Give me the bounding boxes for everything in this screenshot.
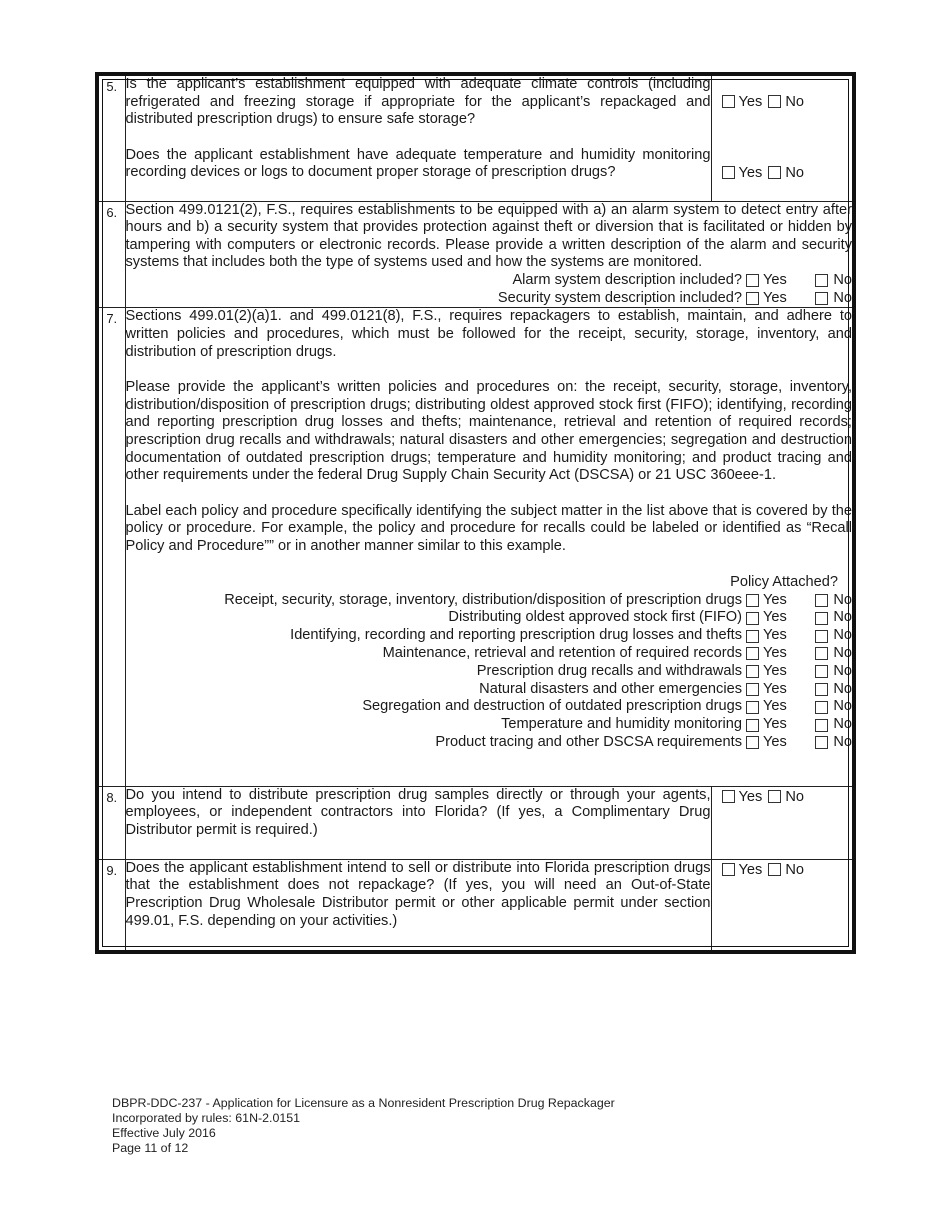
question-7-para2: Please provide the applicant’s written policies and procedures on: the receipt, security, storage, inventory, distribution/disposition of prescription drugs; distributing oldest approved stock first (FIFO); identifying, recording and reporting prescription drug losses and thefts; maintenance, retrieval and retention of required records; prescription drug recalls and withdrawals; natural disasters and other emergencies; segregation and destruction documentation of outdated prescription drugs; temperature and humidity monitoring; and product tracing and other requirements under the federal Drug Supply Chain Security Act (DSCSA) or 21 USC 360eee-1. xyxy=(125,379,852,484)
yes-checkbox[interactable] xyxy=(746,665,759,678)
no-checkbox[interactable] xyxy=(815,719,828,732)
policy-row xyxy=(126,734,853,752)
question-6-row xyxy=(97,201,854,308)
yes-label: Yes xyxy=(763,609,787,626)
policy-row xyxy=(126,645,853,663)
yes-label: Yes xyxy=(763,271,787,288)
question-8-row xyxy=(97,786,854,859)
page-footer xyxy=(112,1096,615,1156)
no-label: No xyxy=(833,698,852,715)
question-number: 9. xyxy=(97,859,125,952)
question-text xyxy=(125,74,711,201)
yes-checkbox[interactable] xyxy=(746,292,759,305)
policy-label: Product tracing and other DSCSA requirements xyxy=(435,734,742,751)
yes-label: Yes xyxy=(763,627,787,644)
question-5-part1-answer xyxy=(712,76,853,112)
no-label: No xyxy=(833,289,852,306)
policy-label: Receipt, security, storage, inventory, distribution/disposition of prescription drugs xyxy=(224,591,742,608)
rules-reference: Incorporated by rules: 61N-2.0151 xyxy=(112,1111,301,1125)
no-label: No xyxy=(833,662,852,679)
question-text xyxy=(125,859,711,952)
question-8-answer xyxy=(712,787,853,807)
yes-checkbox[interactable] xyxy=(746,736,759,749)
question-5-part2: Does the applicant establishment have adequate temperature and humidity monitoring recording devices or logs to document proper storage of prescription drugs? xyxy=(125,146,711,181)
no-label: No xyxy=(785,788,805,805)
yes-checkbox[interactable] xyxy=(746,701,759,714)
answer-cell xyxy=(711,786,854,859)
yes-label: Yes xyxy=(763,680,787,697)
yes-checkbox[interactable] xyxy=(746,683,759,696)
question-7-para1: Sections 499.01(2)(a)1. and 499.0121(8), F.S., requires repackagers to establish, maintain, and adhere to written policies and procedures, which must be followed for the receipt, security, storage, inventory, and distribution of prescription drugs. xyxy=(125,308,852,360)
policy-label: Prescription drug recalls and withdrawals xyxy=(476,662,742,679)
yes-checkbox[interactable] xyxy=(746,647,759,660)
question-8-text: Do you intend to distribute prescription drug samples directly or through your agents, employees, or independent contractors into Florida? (If yes, a Complimentary Drug Distributor permit is required.) xyxy=(125,786,711,838)
no-checkbox[interactable] xyxy=(815,647,828,660)
no-checkbox[interactable] xyxy=(815,274,828,287)
yes-checkbox[interactable] xyxy=(722,790,735,803)
yes-label: Yes xyxy=(763,716,787,733)
no-label: No xyxy=(833,591,852,608)
yes-checkbox[interactable] xyxy=(746,630,759,643)
page-number: Page 11 of 12 xyxy=(112,1141,189,1155)
question-9-row xyxy=(97,859,854,952)
question-text xyxy=(125,786,711,859)
question-7-para3: Label each policy and procedure specifically identifying the subject matter in the list above that is covered by the policy or procedure. For example, the policy and procedure for recalls could be labeled or identified as “Recall Policy and Procedure”” or in another manner similar to this example. xyxy=(125,502,852,554)
no-checkbox[interactable] xyxy=(815,683,828,696)
policy-label: Natural disasters and other emergencies xyxy=(479,680,742,697)
yes-checkbox[interactable] xyxy=(746,274,759,287)
question-5-row xyxy=(97,74,854,201)
no-label: No xyxy=(785,94,805,110)
policy-row xyxy=(126,592,853,610)
question-5-part1: Is the applicant’s establishment equipped with adequate climate controls (including refrigerated and freezing storage if appropriate for the applicant’s repackaged and distributed prescription drugs) to ensure safe storage? xyxy=(125,76,711,128)
yes-label: Yes xyxy=(763,734,787,751)
yes-label: Yes xyxy=(763,645,787,662)
no-label: No xyxy=(833,645,852,662)
yes-checkbox[interactable] xyxy=(746,719,759,732)
yes-checkbox[interactable] xyxy=(722,863,735,876)
yes-checkbox[interactable] xyxy=(722,166,735,179)
yes-label: Yes xyxy=(763,289,787,306)
yes-checkbox[interactable] xyxy=(746,612,759,625)
question-number: 7. xyxy=(97,308,125,786)
application-form-table xyxy=(95,72,856,954)
policy-row xyxy=(126,681,853,699)
no-label: No xyxy=(833,271,852,288)
question-number: 5. xyxy=(97,74,125,201)
yes-label: Yes xyxy=(738,788,763,805)
policy-attached-header: Policy Attached? xyxy=(730,573,838,590)
no-checkbox[interactable] xyxy=(815,701,828,714)
no-checkbox[interactable] xyxy=(768,863,781,876)
answer-cell xyxy=(711,859,854,952)
yes-label: Yes xyxy=(763,591,787,608)
question-number: 6. xyxy=(97,201,125,308)
form-title: DBPR-DDC-237 - Application for Licensure as a Nonresident Prescription Drug Repackager xyxy=(112,1096,615,1110)
policy-label: Temperature and humidity monitoring xyxy=(501,716,742,733)
check-label: Security system description included? xyxy=(497,289,742,306)
policy-label: Distributing oldest approved stock first (FIFO) xyxy=(448,609,742,626)
question-number: 8. xyxy=(97,786,125,859)
no-checkbox[interactable] xyxy=(815,292,828,305)
policy-list xyxy=(126,592,853,752)
no-checkbox[interactable] xyxy=(815,594,828,607)
yes-label: Yes xyxy=(738,94,763,110)
yes-checkbox[interactable] xyxy=(722,95,735,108)
policy-row xyxy=(126,663,853,681)
yes-label: Yes xyxy=(738,164,763,181)
no-label: No xyxy=(785,164,805,181)
policy-row xyxy=(126,698,853,716)
yes-checkbox[interactable] xyxy=(746,594,759,607)
no-label: No xyxy=(833,680,852,697)
policy-row xyxy=(126,609,853,627)
no-label: No xyxy=(833,716,852,733)
question-7-row xyxy=(97,308,854,786)
question-text xyxy=(125,308,854,786)
question-6-text: Section 499.0121(2), F.S., requires establishments to be equipped with a) an alarm system to detect entry after hours and b) a security system that provides protection against theft or diversion that is facilitated or hidden by tampering with computers or electronic records. Please provide a written description of the alarm and security systems that includes both the type of systems used and how the systems are monitored. xyxy=(125,201,852,271)
no-label: No xyxy=(833,734,852,751)
effective-date: Effective July 2016 xyxy=(112,1126,216,1140)
no-checkbox[interactable] xyxy=(815,736,828,749)
answer-cell xyxy=(711,74,854,201)
question-5-part2-answer xyxy=(712,112,853,183)
check-label: Alarm system description included? xyxy=(512,271,742,288)
no-checkbox[interactable] xyxy=(768,95,781,108)
yes-label: Yes xyxy=(763,662,787,679)
yes-label: Yes xyxy=(763,698,787,715)
check-row xyxy=(126,272,853,290)
question-9-text: Does the applicant establishment intend to sell or distribute into Florida prescription drugs that the establishment does not repackage? (If yes, you will need an Out-of-State Prescription Drug Wholesale Distributor permit or other applicable permit under section 499.01, F.S. depending on your activities.) xyxy=(125,859,711,929)
question-9-answer xyxy=(712,860,853,880)
no-checkbox[interactable] xyxy=(815,630,828,643)
check-row xyxy=(126,290,853,308)
no-checkbox[interactable] xyxy=(768,166,781,179)
policy-label: Identifying, recording and reporting prescription drug losses and thefts xyxy=(290,627,742,644)
policy-row xyxy=(126,627,853,645)
policy-label: Segregation and destruction of outdated prescription drugs xyxy=(362,698,742,715)
yes-label: Yes xyxy=(738,861,763,878)
policy-label: Maintenance, retrieval and retention of required records xyxy=(382,645,742,662)
policy-row xyxy=(126,716,853,734)
no-label: No xyxy=(785,861,805,878)
no-checkbox[interactable] xyxy=(815,612,828,625)
no-label: No xyxy=(833,627,852,644)
question-text xyxy=(125,201,854,308)
no-checkbox[interactable] xyxy=(815,665,828,678)
no-checkbox[interactable] xyxy=(768,790,781,803)
no-label: No xyxy=(833,609,852,626)
